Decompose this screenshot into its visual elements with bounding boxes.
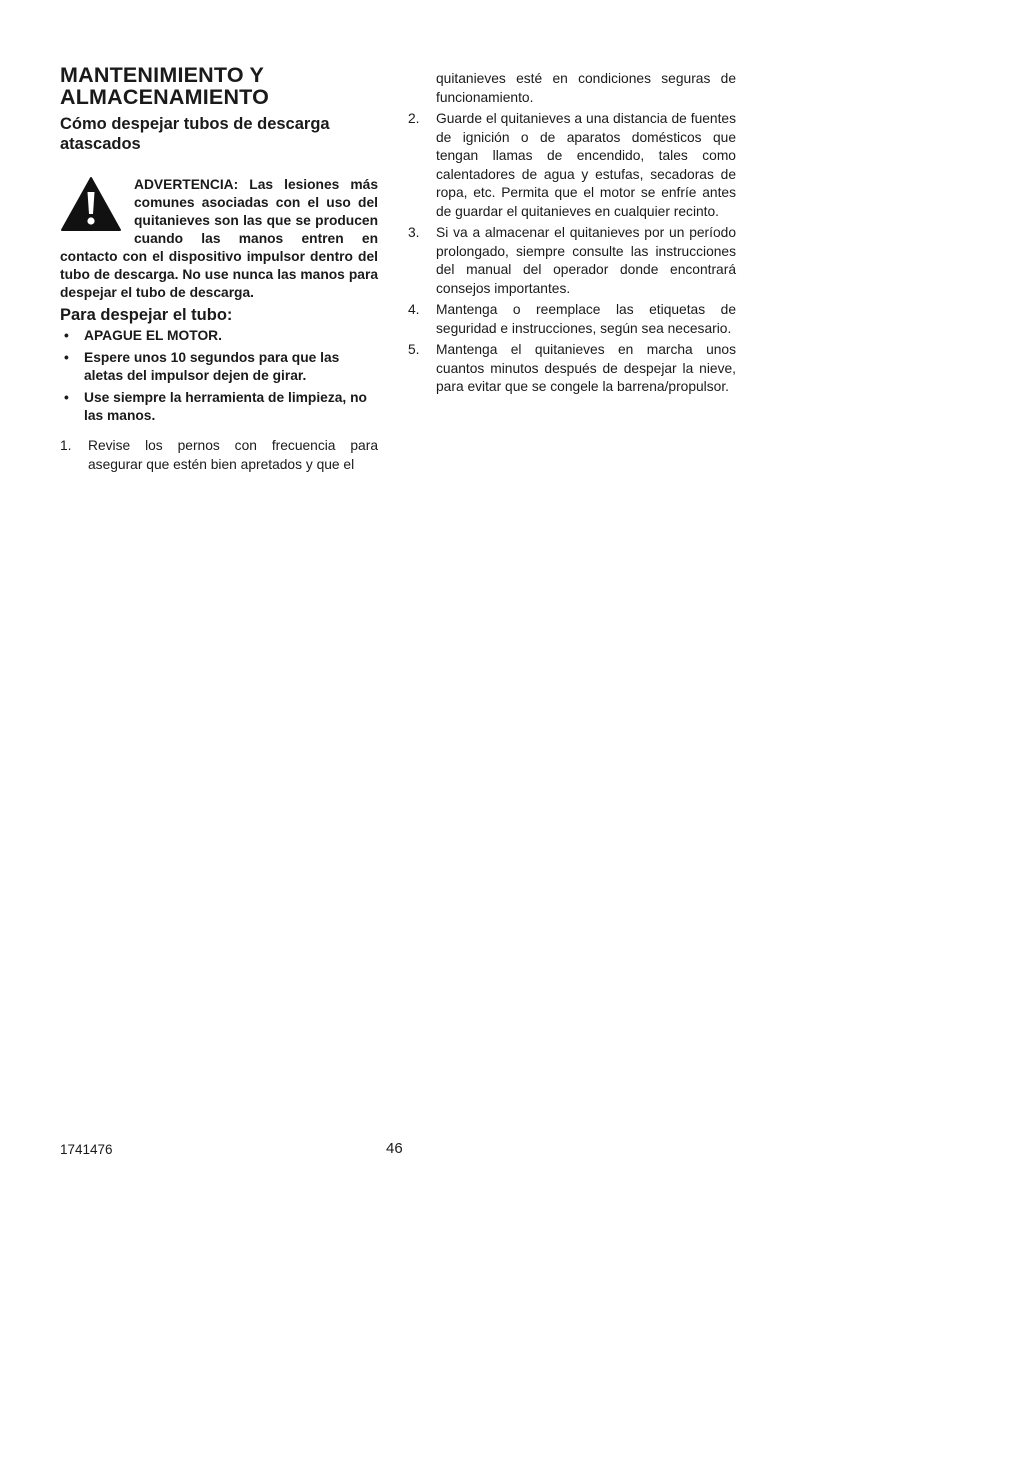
list-item: 1. Revise los pernos con frecuencia para asegurar que estén bien apretados y que el	[60, 438, 378, 472]
clear-tube-bullets	[60, 327, 378, 425]
list-item: • Use siempre la herramienta de limpieza, no las manos.	[64, 390, 367, 423]
step-continuation: quitanieves esté en condiciones seguras de funcionamiento.	[436, 71, 736, 105]
warning-text: ADVERTENCIA: Las lesiones más comunes asociadas con el uso del quitanieves son las que se producen cuando las manos entren en contacto con el dispositivo impulsor dentro del tubo de descarga. No use nunca las manos para despejar el tubo de descarga.	[60, 177, 378, 300]
maintenance-steps-continued	[408, 110, 736, 397]
list-item: 3. Si va a almacenar el quitanieves por un período prolongado, siempre consulte las instrucciones del manual del operador donde encontrará consejos importantes.	[408, 225, 736, 296]
list-item: 5. Mantenga el quitanieves en marcha unos cuantos minutos después de despejar la nieve, para evitar que se congele la barrena/propulsor.	[408, 342, 736, 394]
list-item: • APAGUE EL MOTOR.	[64, 328, 222, 343]
maintenance-steps	[60, 437, 378, 474]
document-number: 1741476	[60, 1142, 113, 1157]
left-column	[60, 64, 378, 477]
section-title-line1: MANTENIMIENTO Y	[60, 63, 265, 87]
warning-block	[60, 176, 378, 302]
list-item: 2. Guarde el quitanieves a una distancia de fuentes de ignición o de aparatos domésticos que tengan llamas de encendido, tales como calentadores de agua y estufas, secadoras de ropa, etc. Permita que el motor se enfríe antes de guardar el quitanieves en cualquier recinto.	[408, 111, 736, 219]
page-number: 46	[386, 1140, 403, 1157]
warning-triangle-icon	[60, 176, 122, 232]
subsection-title	[60, 114, 378, 154]
list-item: • Espere unos 10 segundos para que las aletas del impulsor dejen de girar.	[64, 350, 340, 383]
section-title	[60, 64, 378, 108]
right-column	[408, 70, 736, 400]
subsection-title-line1: Cómo despejar tubos de descarga	[60, 115, 330, 133]
section-title-line2: ALMACENAMIENTO	[60, 85, 270, 109]
subsection-title-line2: atascados	[60, 135, 141, 153]
list-item: 4. Mantenga o reemplace las etiquetas de seguridad e instrucciones, según sea necesario.	[408, 302, 736, 336]
clear-tube-heading: Para despejar el tubo:	[60, 306, 233, 324]
